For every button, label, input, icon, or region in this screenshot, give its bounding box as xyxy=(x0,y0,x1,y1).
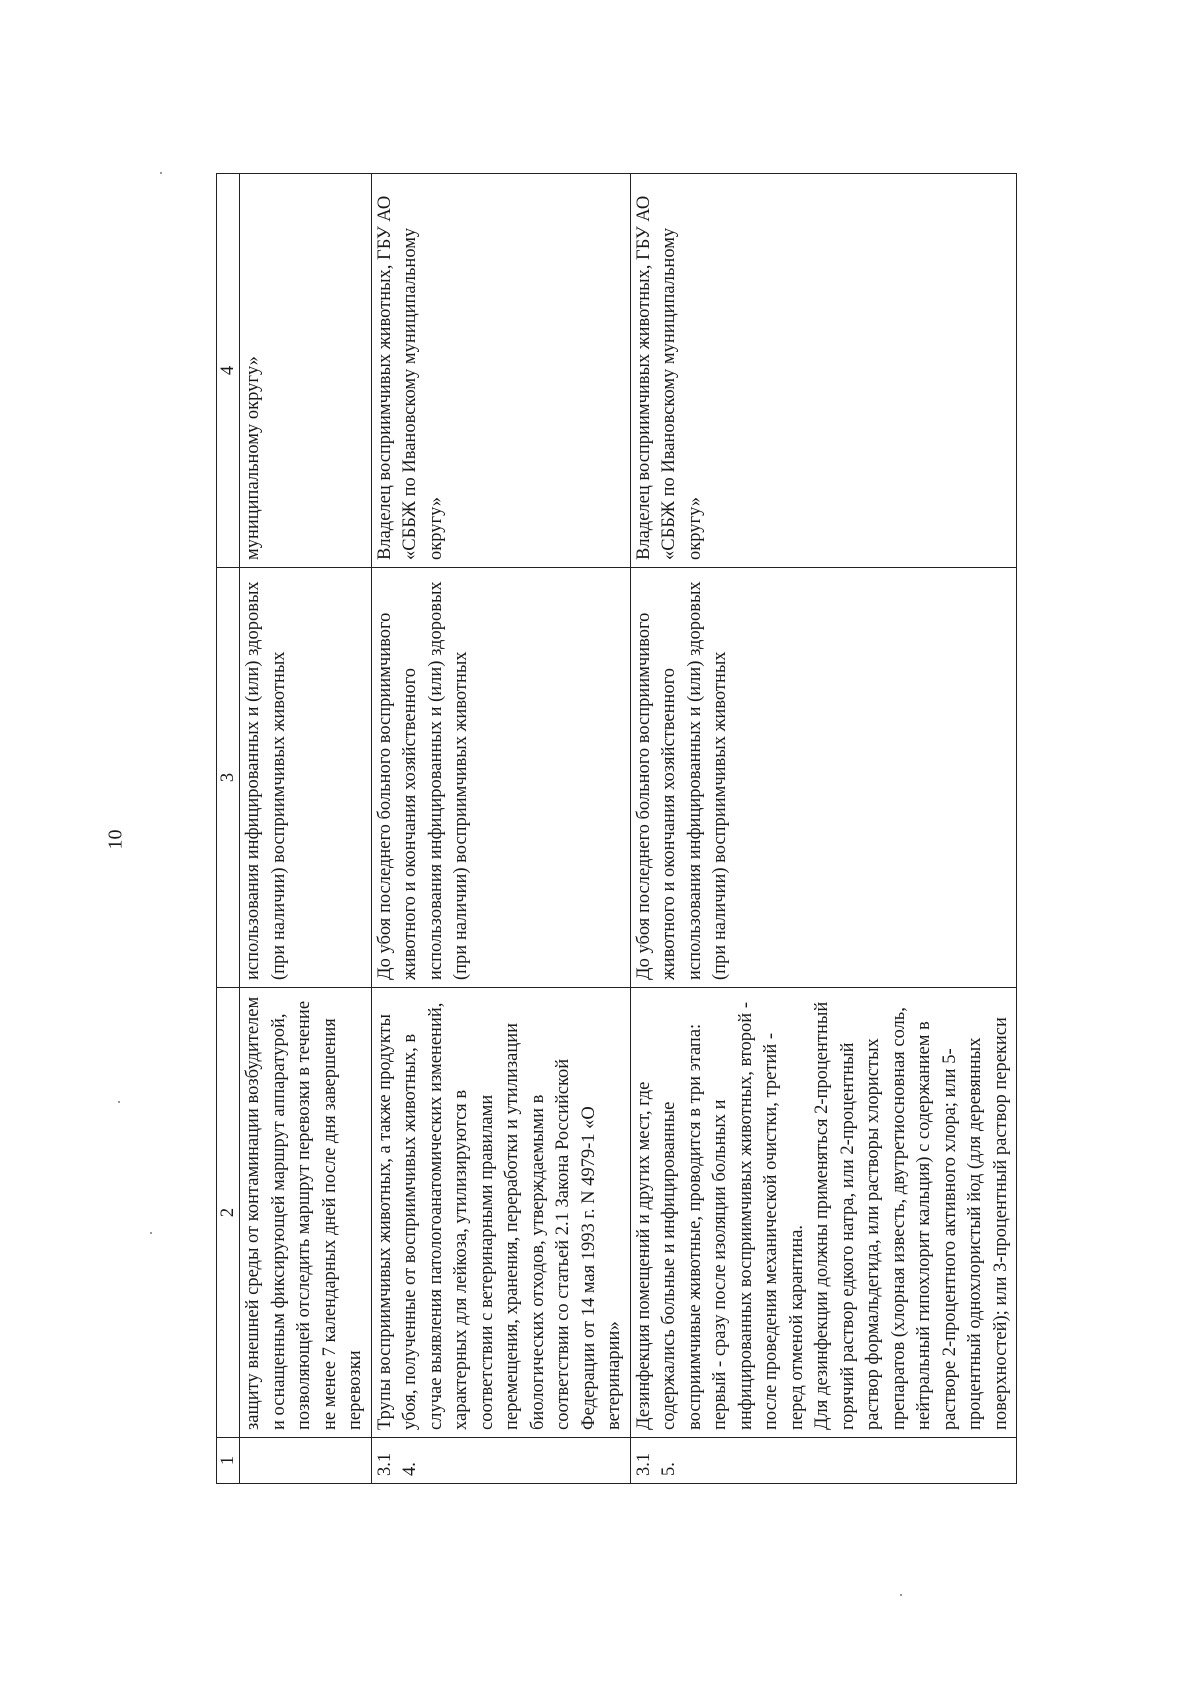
measure-text: Для дезинфекции должны применяться 2-процентный горячий раствор едкого натра, или 2-процентный раствор формальдегида, или растворы хлористых препаратов (хлорная известь, двутретиосновная соль, нейтральный гипохлорит кальция) с содержанием в растворе 2-процентного активного хлора; или 5-процентный однохлористый йод (для деревянных поверхностей); или 3-процентный раствор перекиси xyxy=(812,1001,1011,1430)
responsible-cell: Владелец восприимчивых животных, ГБУ АО «СББЖ по Ивановскому муниципальному округу» xyxy=(630,174,1017,568)
table-row xyxy=(371,174,630,1484)
deadline-cell: До убоя последнего больного восприимчивого животного и окончания хозяйственного использования инфицированных и (или) здоровых (при наличии) восприимчивых животных xyxy=(630,568,1017,988)
column-header: 2 xyxy=(217,988,240,1438)
responsible-cell: Владелец восприимчивых животных, ГБУ АО «СББЖ по Ивановскому муниципальному округу» xyxy=(371,174,630,568)
scan-speck xyxy=(118,1101,120,1103)
column-header: 1 xyxy=(217,1438,240,1484)
measure-cell xyxy=(240,988,372,1438)
column-header: 4 xyxy=(217,174,240,568)
table-row xyxy=(630,174,1017,1484)
row-number: 3.15. xyxy=(630,1438,1017,1484)
measure-text: защиту внешней среды от контаминации возбудителем и оснащенным фиксирующей маршрут аппаратурой, позволяющей отследить маршрут перевозки в течение не менее 7 календарных дней после дня завершения перевозки xyxy=(243,996,365,1430)
row-number xyxy=(240,1438,372,1484)
document-table xyxy=(216,173,1017,1484)
deadline-cell: До убоя последнего больного восприимчивого животного и окончания хозяйственного использования инфицированных и (или) здоровых (при наличии) восприимчивых животных xyxy=(371,568,630,988)
rotated-table-wrapper xyxy=(216,174,1030,1484)
responsible-cell: муниципальному округу» xyxy=(240,174,372,568)
row-number: 3.14. xyxy=(371,1438,630,1484)
deadline-cell: использования инфицированных и (или) здоровых (при наличии) восприимчивых животных xyxy=(240,568,372,988)
column-header: 3 xyxy=(217,568,240,988)
table-header-row xyxy=(217,174,240,1484)
page-number: 10 xyxy=(104,829,127,850)
measure-cell xyxy=(630,988,1017,1438)
measure-text: Дезинфекция помещений и других мест, где содержались больные и инфицированные восприимчивые животные, проводится в три этапа: первый - сразу после изоляции больных и инфицированных восприимчивых животных, второй - после проведения механической очистки, третий - перед отменой карантина. xyxy=(633,1002,807,1430)
measure-text: Трупы восприимчивых животных, а также продукты убоя, полученные от восприимчивых животных, в случае выявления патологоанатомических изменений, характерных для лейкоза, утилизируются в соответствии с ветеринарными правилами перемещения, хранения, переработки и утилизации биологических отходов, утверждаемыми в соответствии со статьей 2.1 Закона Российской Федерации от 14 мая 1993 г. N 4979-1 «О ветеринарии» xyxy=(374,1002,624,1430)
table-row xyxy=(240,174,372,1484)
scan-speck xyxy=(900,1594,902,1596)
scan-speck xyxy=(160,172,162,174)
measure-cell xyxy=(371,988,630,1438)
scan-speck xyxy=(150,1232,152,1234)
